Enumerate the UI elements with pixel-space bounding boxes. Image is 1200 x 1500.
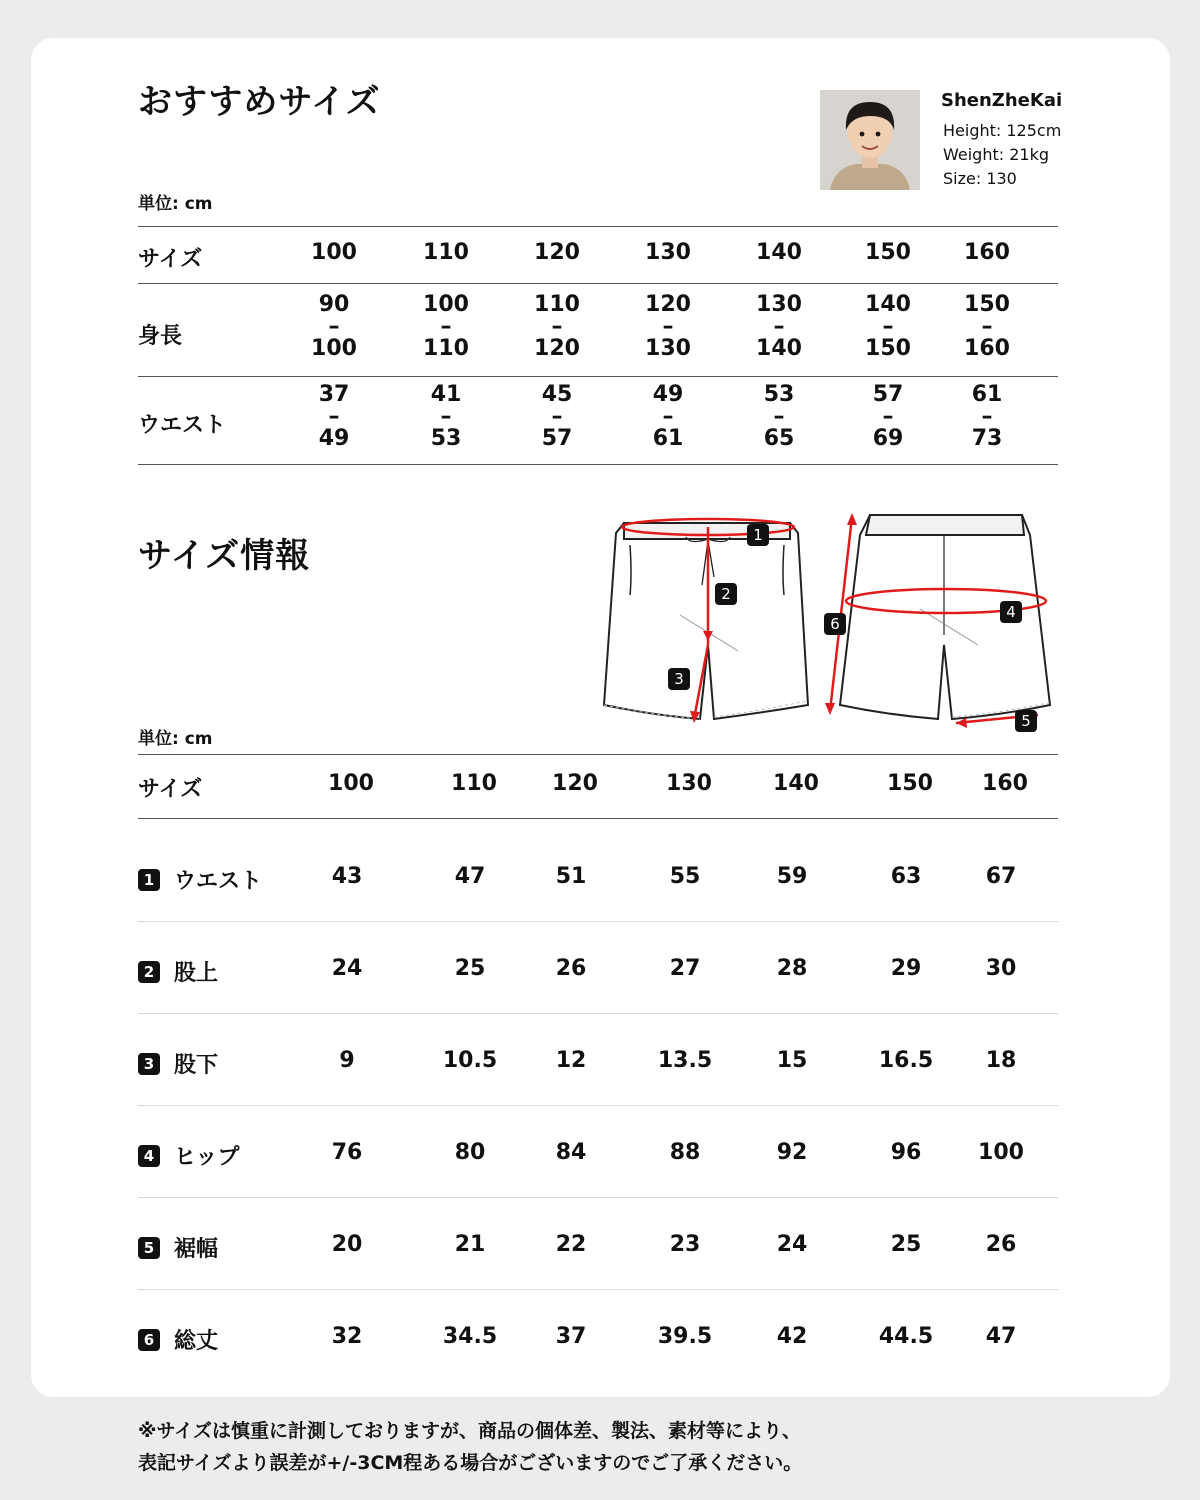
recommend-title: おすすめサイズ: [138, 82, 381, 122]
range-max: 49: [318, 426, 350, 451]
child-avatar-icon: [820, 90, 920, 190]
size-cell: 160: [964, 240, 1010, 265]
waist-cell: [319, 384, 350, 450]
range-max: 150: [865, 336, 911, 361]
range-dash: –: [882, 314, 894, 339]
size-cell: 110: [451, 771, 497, 796]
size-cell: 130: [645, 240, 691, 265]
row-divider: [138, 1105, 1058, 1106]
range-dash: –: [328, 314, 340, 339]
range-dash: –: [440, 404, 452, 429]
recommend-unit: 単位: cm: [138, 194, 213, 214]
range-min: 150: [964, 292, 1010, 317]
range-dash: –: [662, 314, 674, 339]
info-unit: 単位: cm: [138, 729, 213, 749]
shorts-front-icon: [604, 523, 808, 719]
measure-value: 26: [985, 1232, 1017, 1257]
measure-name: 総丈: [174, 1329, 219, 1354]
waist-cell: [873, 384, 904, 450]
model-weight: Weight: 21kg: [943, 145, 1049, 164]
measure-value: 25: [890, 1232, 922, 1257]
measure-name: 股下: [174, 1053, 219, 1078]
height-cell: [311, 294, 357, 360]
range-dash: –: [773, 314, 785, 339]
divider: [138, 754, 1058, 755]
range-dash: –: [328, 404, 340, 429]
measure-value: 22: [555, 1232, 587, 1257]
row-divider: [138, 921, 1058, 922]
diagram-marker-1: 1: [747, 524, 769, 546]
model-size: Size: 130: [943, 169, 1017, 188]
measure-value: 100: [978, 1140, 1024, 1165]
size-cell: 160: [982, 771, 1028, 796]
height-cell: [423, 294, 469, 360]
footer-note: [138, 1415, 802, 1479]
range-max: 69: [872, 426, 904, 451]
height-cell: [964, 294, 1010, 360]
size-cell: 140: [773, 771, 819, 796]
measure-label: [138, 1232, 218, 1263]
range-min: 61: [971, 382, 1003, 407]
range-max: 100: [311, 336, 357, 361]
row-divider: [138, 1289, 1058, 1290]
waist-cell: [972, 384, 1003, 450]
size-cell: 150: [887, 771, 933, 796]
measure-label: [138, 1324, 218, 1355]
divider: [138, 464, 1058, 465]
measure-value: 32: [331, 1324, 363, 1349]
measure-value: 88: [669, 1140, 701, 1165]
measure-value: 76: [331, 1140, 363, 1165]
waist-cell: [764, 384, 795, 450]
info-size-label: サイズ: [138, 777, 203, 802]
size-cell: 140: [756, 240, 802, 265]
measure-value: 16.5: [878, 1048, 934, 1073]
measure-value: 15: [776, 1048, 808, 1073]
size-cell: 150: [865, 240, 911, 265]
range-dash: –: [662, 404, 674, 429]
range-dash: –: [551, 314, 563, 339]
measure-value: 39.5: [657, 1324, 713, 1349]
measure-value: 34.5: [442, 1324, 498, 1349]
range-max: 65: [763, 426, 795, 451]
model-height: Height: 125cm: [943, 121, 1062, 140]
measure-value: 92: [776, 1140, 808, 1165]
waist-label: ウエスト: [138, 413, 227, 438]
measure-value: 63: [890, 864, 922, 889]
range-min: 57: [872, 382, 904, 407]
size-cell: 100: [311, 240, 357, 265]
measure-label: [138, 1140, 239, 1171]
row-divider: [138, 1197, 1058, 1198]
measure-number-badge: 2: [138, 961, 160, 983]
range-min: 120: [645, 292, 691, 317]
diagram-marker-6: 6: [824, 613, 846, 635]
measure-value: 30: [985, 956, 1017, 981]
range-min: 100: [423, 292, 469, 317]
measure-label: [138, 1048, 218, 1079]
range-dash: –: [981, 314, 993, 339]
range-min: 37: [318, 382, 350, 407]
waist-cell: [431, 384, 462, 450]
divider: [138, 226, 1058, 227]
measure-value: 9: [339, 1048, 355, 1073]
diagram-marker-2: 2: [715, 583, 737, 605]
model-name: ShenZheKai: [941, 90, 1063, 111]
range-max: 130: [645, 336, 691, 361]
size-cell: 120: [552, 771, 598, 796]
measure-number-badge: 3: [138, 1053, 160, 1075]
range-min: 110: [534, 292, 580, 317]
measure-value: 25: [454, 956, 486, 981]
measure-value: 47: [985, 1324, 1017, 1349]
measure-value: 24: [331, 956, 363, 981]
range-max: 110: [423, 336, 469, 361]
measure-value: 21: [454, 1232, 486, 1257]
measure-value: 59: [776, 864, 808, 889]
measure-label: [138, 864, 262, 895]
range-min: 49: [652, 382, 684, 407]
info-title: サイズ情報: [138, 536, 311, 576]
size-cell: 100: [328, 771, 374, 796]
range-min: 90: [318, 292, 350, 317]
measure-value: 80: [454, 1140, 486, 1165]
measure-value: 44.5: [878, 1324, 934, 1349]
diagram-marker-3: 3: [668, 668, 690, 690]
measure-number-badge: 1: [138, 869, 160, 891]
measure-value: 43: [331, 864, 363, 889]
measure-value: 12: [555, 1048, 587, 1073]
measure-number-badge: 5: [138, 1237, 160, 1259]
waist-cell: [542, 384, 573, 450]
range-dash: –: [981, 404, 993, 429]
measure-name: 股上: [174, 961, 219, 986]
measure-value: 26: [555, 956, 587, 981]
waist-cell: [653, 384, 684, 450]
measure-name: ヒップ: [174, 1145, 240, 1170]
measure-number-badge: 6: [138, 1329, 160, 1351]
divider: [138, 818, 1058, 819]
measure-value: 20: [331, 1232, 363, 1257]
range-dash: –: [773, 404, 785, 429]
range-min: 45: [541, 382, 573, 407]
measure-name: ウエスト: [174, 869, 263, 894]
measure-value: 29: [890, 956, 922, 981]
measure-label: [138, 956, 218, 987]
range-min: 130: [756, 292, 802, 317]
measure-value: 37: [555, 1324, 587, 1349]
height-cell: [534, 294, 580, 360]
measure-value: 18: [985, 1048, 1017, 1073]
measure-value: 84: [555, 1140, 587, 1165]
measure-name: 裾幅: [174, 1237, 219, 1262]
measure-value: 67: [985, 864, 1017, 889]
diagram-marker-5: 5: [1015, 710, 1037, 732]
range-max: 140: [756, 336, 802, 361]
model-photo: [820, 90, 920, 190]
measure-value: 23: [669, 1232, 701, 1257]
range-max: 61: [652, 426, 684, 451]
row-divider: [138, 1013, 1058, 1014]
measure-value: 10.5: [442, 1048, 498, 1073]
size-cell: 110: [423, 240, 469, 265]
range-max: 57: [541, 426, 573, 451]
footer-line-2: 表記サイズより誤差が+/-3CM程ある場合がございますのでご了承ください。: [138, 1452, 803, 1474]
range-max: 73: [971, 426, 1003, 451]
measure-value: 28: [776, 956, 808, 981]
measure-value: 55: [669, 864, 701, 889]
range-max: 160: [964, 336, 1010, 361]
range-min: 41: [430, 382, 462, 407]
height-cell: [645, 294, 691, 360]
divider: [138, 283, 1058, 284]
measure-value: 96: [890, 1140, 922, 1165]
measure-number-badge: 4: [138, 1145, 160, 1167]
size-cell: 120: [534, 240, 580, 265]
measure-value: 24: [776, 1232, 808, 1257]
measure-value: 51: [555, 864, 587, 889]
divider: [138, 376, 1058, 377]
size-cell: 130: [666, 771, 712, 796]
range-dash: –: [882, 404, 894, 429]
range-max: 53: [430, 426, 462, 451]
measure-value: 42: [776, 1324, 808, 1349]
footer-line-1: ※サイズは慎重に計測しておりますが、商品の個体差、製法、素材等により、: [138, 1420, 801, 1442]
measure-value: 27: [669, 956, 701, 981]
diagram-marker-4: 4: [1000, 601, 1022, 623]
height-label: 身長: [138, 324, 183, 349]
range-min: 140: [865, 292, 911, 317]
range-min: 53: [763, 382, 795, 407]
height-cell: [756, 294, 802, 360]
range-max: 120: [534, 336, 580, 361]
measure-value: 13.5: [657, 1048, 713, 1073]
recommend-size-label: サイズ: [138, 247, 203, 272]
measure-value: 47: [454, 864, 486, 889]
height-cell: [865, 294, 911, 360]
range-dash: –: [440, 314, 452, 339]
range-dash: –: [551, 404, 563, 429]
